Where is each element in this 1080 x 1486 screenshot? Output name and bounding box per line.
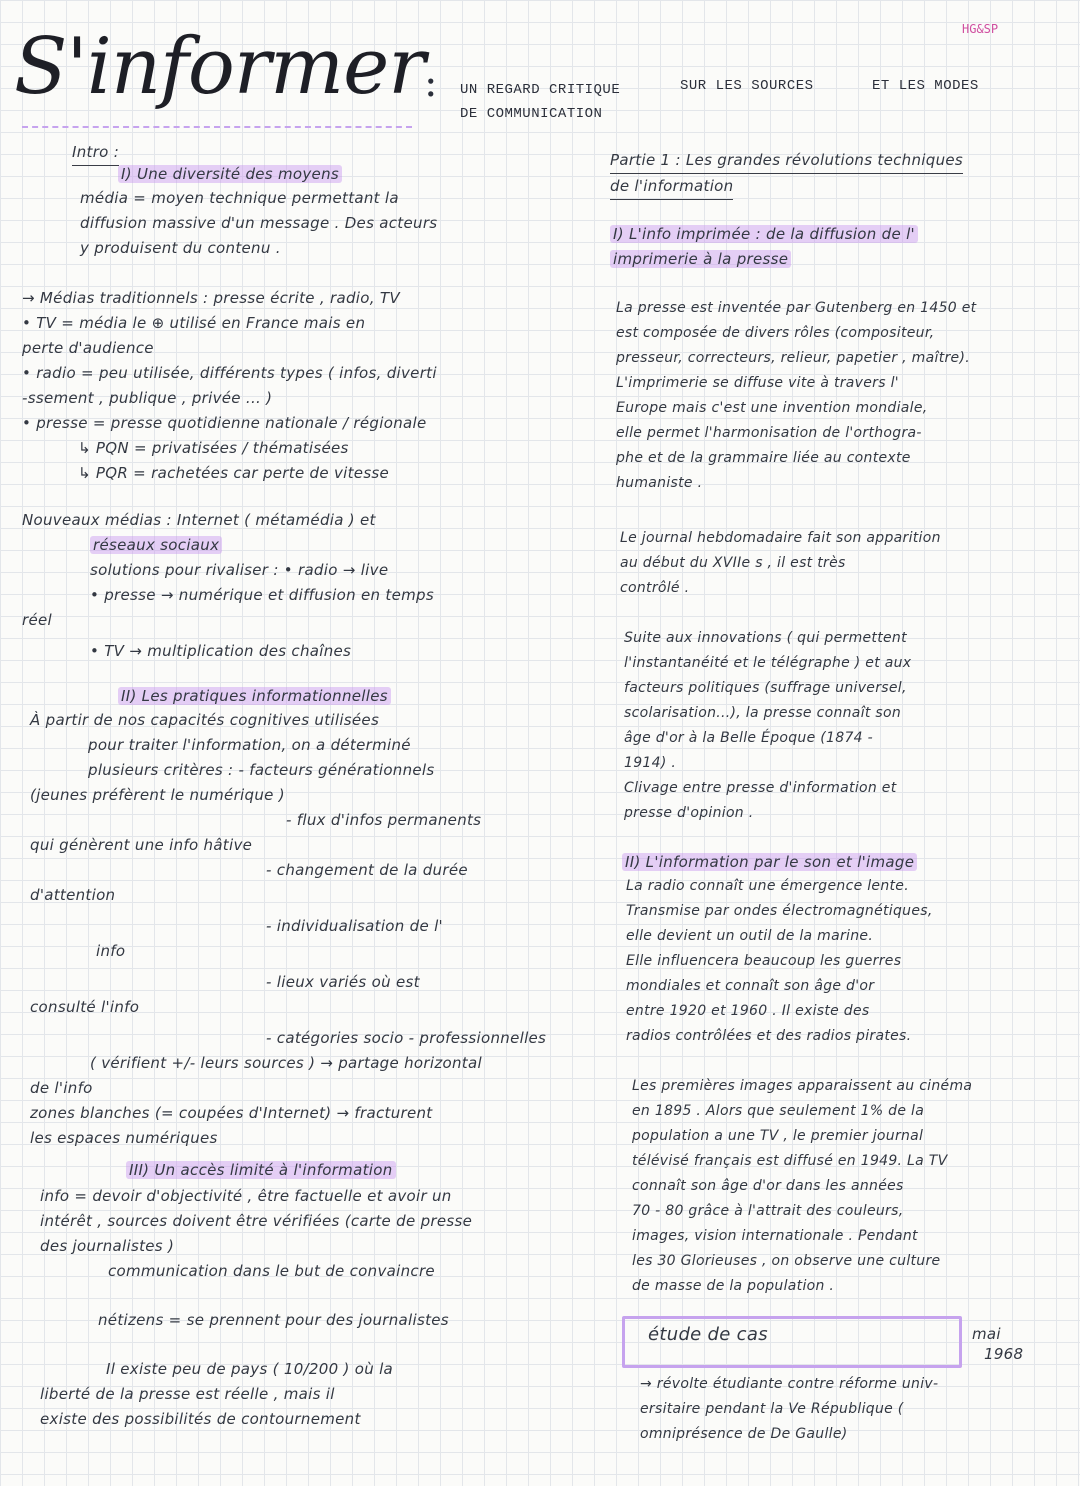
page-tag: HG&SP bbox=[962, 22, 999, 36]
header-divider bbox=[22, 126, 412, 128]
text-line: nétizens = se prennent pour des journalistes bbox=[98, 1311, 449, 1329]
page-title: S'informer bbox=[14, 22, 425, 112]
text-line: Suite aux innovations ( qui permettent bbox=[624, 630, 907, 646]
text-line: humaniste . bbox=[616, 475, 703, 491]
intro-label: Intro : bbox=[72, 140, 119, 166]
right-section-2-body bbox=[626, 874, 1066, 1049]
text-line: consulté l'info bbox=[30, 998, 140, 1016]
text-line: d'attention bbox=[30, 886, 116, 904]
text-line: plusieurs critères : - facteurs générationnels bbox=[88, 761, 435, 779]
text-line: mondiales et connaît son âge d'or bbox=[626, 978, 875, 994]
text-line: elle permet l'harmonisation de l'orthogra- bbox=[616, 425, 922, 441]
part-1-heading bbox=[610, 148, 1050, 200]
text-line: connaît son âge d'or dans les années bbox=[632, 1178, 904, 1194]
text-line bbox=[22, 533, 512, 558]
section-1-title bbox=[118, 162, 342, 187]
part-1-title: Partie 1 : Les grandes révolutions techniques bbox=[610, 148, 963, 174]
section-1-body bbox=[80, 186, 570, 261]
case-study-year: 1968 bbox=[984, 1345, 1024, 1363]
text-line: - lieux variés où est bbox=[266, 973, 420, 991]
text-line: de masse de la population . bbox=[632, 1278, 835, 1294]
text-line: ( vérifient +/- leurs sources ) → partage horizontal bbox=[90, 1054, 482, 1072]
right-section-1-title bbox=[610, 222, 1050, 272]
text-line: est composée de divers rôles (compositeur, bbox=[616, 325, 935, 341]
text-line: - changement de la durée bbox=[266, 861, 468, 879]
text-line bbox=[610, 222, 1050, 247]
text-line: L'imprimerie se diffuse vite à travers l' bbox=[616, 375, 899, 391]
text-line: 70 - 80 grâce à l'attrait des couleurs, bbox=[632, 1203, 904, 1219]
text-line: télévisé français est diffusé en 1949. La TV bbox=[632, 1153, 948, 1169]
text-line: scolarisation...), la presse connaît son bbox=[624, 705, 902, 721]
right-section-2b-body bbox=[632, 1074, 1072, 1299]
text-line bbox=[610, 247, 1050, 272]
text-line: en 1895 . Alors que seulement 1% de la bbox=[632, 1103, 925, 1119]
right-section-1-body bbox=[616, 296, 1056, 496]
text-line: âge d'or à la Belle Époque (1874 - bbox=[624, 730, 873, 746]
text-line: - catégories socio - professionnelles bbox=[266, 1029, 547, 1047]
text-line: les 30 Glorieuses , on observe une culture bbox=[632, 1253, 941, 1269]
text-line: 1914) . bbox=[624, 755, 677, 771]
text-line: radios contrôlées et des radios pirates. bbox=[626, 1028, 912, 1044]
text-line: • radio = peu utilisée, différents types ( infos, diverti bbox=[22, 364, 437, 382]
right-section-1-title-text-2: imprimerie à la presse bbox=[610, 250, 791, 268]
text-line: des journalistes ) bbox=[40, 1237, 175, 1255]
section-2-title bbox=[118, 684, 391, 709]
text-line: - flux d'infos permanents bbox=[286, 811, 482, 829]
text-line: communication dans le but de convaincre bbox=[108, 1262, 435, 1280]
case-study-body bbox=[640, 1372, 1080, 1447]
text-line: Le journal hebdomadaire fait son apparition bbox=[620, 530, 941, 546]
text-line: liberté de la presse est réelle , mais il bbox=[40, 1385, 335, 1403]
text-line: qui génèrent une info hâtive bbox=[30, 836, 253, 854]
right-section-2-title bbox=[622, 850, 1062, 875]
right-section-1b-body bbox=[620, 526, 1060, 601]
text-line: presseur, correcteurs, relieur, papetier , maître). bbox=[616, 350, 970, 366]
section-2-title-text: II) Les pratiques informationnelles bbox=[118, 687, 391, 705]
text-line: perte d'audience bbox=[22, 339, 154, 357]
section-1-title-text: I) Une diversité des moyens bbox=[118, 165, 342, 183]
new-media bbox=[22, 508, 512, 664]
text-line: zones blanches (= coupées d'Internet) → fracturent bbox=[30, 1104, 433, 1122]
text-line: média = moyen technique permettant la bbox=[80, 189, 399, 207]
part-1-subtitle: de l'information bbox=[610, 174, 733, 200]
text-line: Europe mais c'est une invention mondiale, bbox=[616, 400, 928, 416]
text-line: phe et de la grammaire liée au contexte bbox=[616, 450, 911, 466]
subtitle-line-2: DE COMMUNICATION bbox=[460, 106, 603, 122]
text-line: • presse = presse quotidienne nationale / régionale bbox=[22, 414, 427, 432]
text-line: Clivage entre presse d'information et bbox=[624, 780, 897, 796]
text-line: Les premières images apparaissent au cinéma bbox=[632, 1078, 973, 1094]
text-line: ↳ PQN = privatisées / thématisées bbox=[78, 439, 349, 457]
text-line: diffusion massive d'un message . Des acteurs bbox=[80, 214, 438, 232]
text-line: population a une TV , le premier journal bbox=[632, 1128, 924, 1144]
right-section-1-title-text: I) L'info imprimée : de la diffusion de l' bbox=[610, 225, 918, 243]
text-line: contrôlé . bbox=[620, 580, 690, 596]
text-line: omniprésence de De Gaulle) bbox=[640, 1426, 848, 1442]
text-line: entre 1920 et 1960 . Il existe des bbox=[626, 1003, 870, 1019]
text-line: Elle influencera beaucoup les guerres bbox=[626, 953, 902, 969]
subtitle-line-1: UN REGARD CRITIQUE bbox=[460, 82, 621, 98]
text-line: existe des possibilités de contournement bbox=[40, 1410, 361, 1428]
text-line: Il existe peu de pays ( 10/200 ) où la bbox=[106, 1360, 394, 1378]
text-line bbox=[22, 286, 512, 311]
text-line: (jeunes préfèrent le numérique ) bbox=[30, 786, 285, 804]
text-line: • TV → multiplication des chaînes bbox=[90, 642, 352, 660]
text-line: elle devient un outil de la marine. bbox=[626, 928, 874, 944]
text-line: presse d'opinion . bbox=[624, 805, 754, 821]
text-line: -ssement , publique , privée ... ) bbox=[22, 389, 273, 407]
text-line: intérêt , sources doivent être vérifiées (carte de presse bbox=[40, 1212, 473, 1230]
text-line: réel bbox=[22, 611, 52, 629]
text-line: au début du XVIIe s , il est très bbox=[620, 555, 846, 571]
text-line: info bbox=[96, 942, 126, 960]
subtitle-line-3: SUR LES SOURCES bbox=[680, 78, 814, 94]
text-line: info = devoir d'objectivité , être factuelle et avoir un bbox=[40, 1187, 452, 1205]
right-section-2-title-text: II) L'information par le son et l'image bbox=[622, 853, 917, 871]
text-line: Transmise par ondes électromagnétiques, bbox=[626, 903, 933, 919]
text-line: facteurs politiques (suffrage universel, bbox=[624, 680, 907, 696]
social-networks-highlight: réseaux sociaux bbox=[90, 536, 222, 554]
title-colon: : bbox=[424, 60, 438, 106]
text-line: La radio connaît une émergence lente. bbox=[626, 878, 909, 894]
section-3-title-text: III) Un accès limité à l'information bbox=[126, 1161, 396, 1179]
section-3-body bbox=[40, 1184, 530, 1432]
section-2-body bbox=[30, 708, 547, 1151]
text-line: • presse → numérique et diffusion en temps bbox=[90, 586, 434, 604]
case-study-month: mai bbox=[972, 1325, 1001, 1343]
text-line: • TV = média le ⊕ utilisé en France mais en bbox=[22, 314, 366, 332]
text-line: Nouveaux médias : Internet ( métamédia ) et bbox=[22, 511, 376, 529]
case-study-label: étude de cas bbox=[648, 1324, 768, 1345]
text-line: À partir de nos capacités cognitives utilisées bbox=[30, 711, 380, 729]
text-line: La presse est inventée par Gutenberg en 1450 et bbox=[616, 300, 977, 316]
traditional-media-heading: → Médias traditionnels : presse écrite , radio, TV bbox=[22, 289, 400, 307]
right-section-1c-body bbox=[624, 626, 1064, 826]
text-line: de l'info bbox=[30, 1079, 93, 1097]
traditional-media bbox=[22, 286, 512, 486]
text-line: pour traiter l'information, on a déterminé bbox=[88, 736, 411, 754]
text-line: les espaces numériques bbox=[30, 1129, 218, 1147]
text-line: - individualisation de l' bbox=[266, 917, 443, 935]
text-line: solutions pour rivaliser : • radio → live bbox=[90, 561, 389, 579]
text-line: l'instantanéité et le télégraphe ) et aux bbox=[624, 655, 912, 671]
text-line: ersitaire pendant la Ve République ( bbox=[640, 1401, 904, 1417]
subtitle-line-4: ET LES MODES bbox=[872, 78, 979, 94]
text-line: ↳ PQR = rachetées car perte de vitesse bbox=[78, 464, 390, 482]
section-3-title bbox=[126, 1158, 396, 1183]
text-line: images, vision internationale . Pendant bbox=[632, 1228, 918, 1244]
text-line: y produisent du contenu . bbox=[80, 239, 281, 257]
text-line: → révolte étudiante contre réforme univ- bbox=[640, 1376, 939, 1392]
